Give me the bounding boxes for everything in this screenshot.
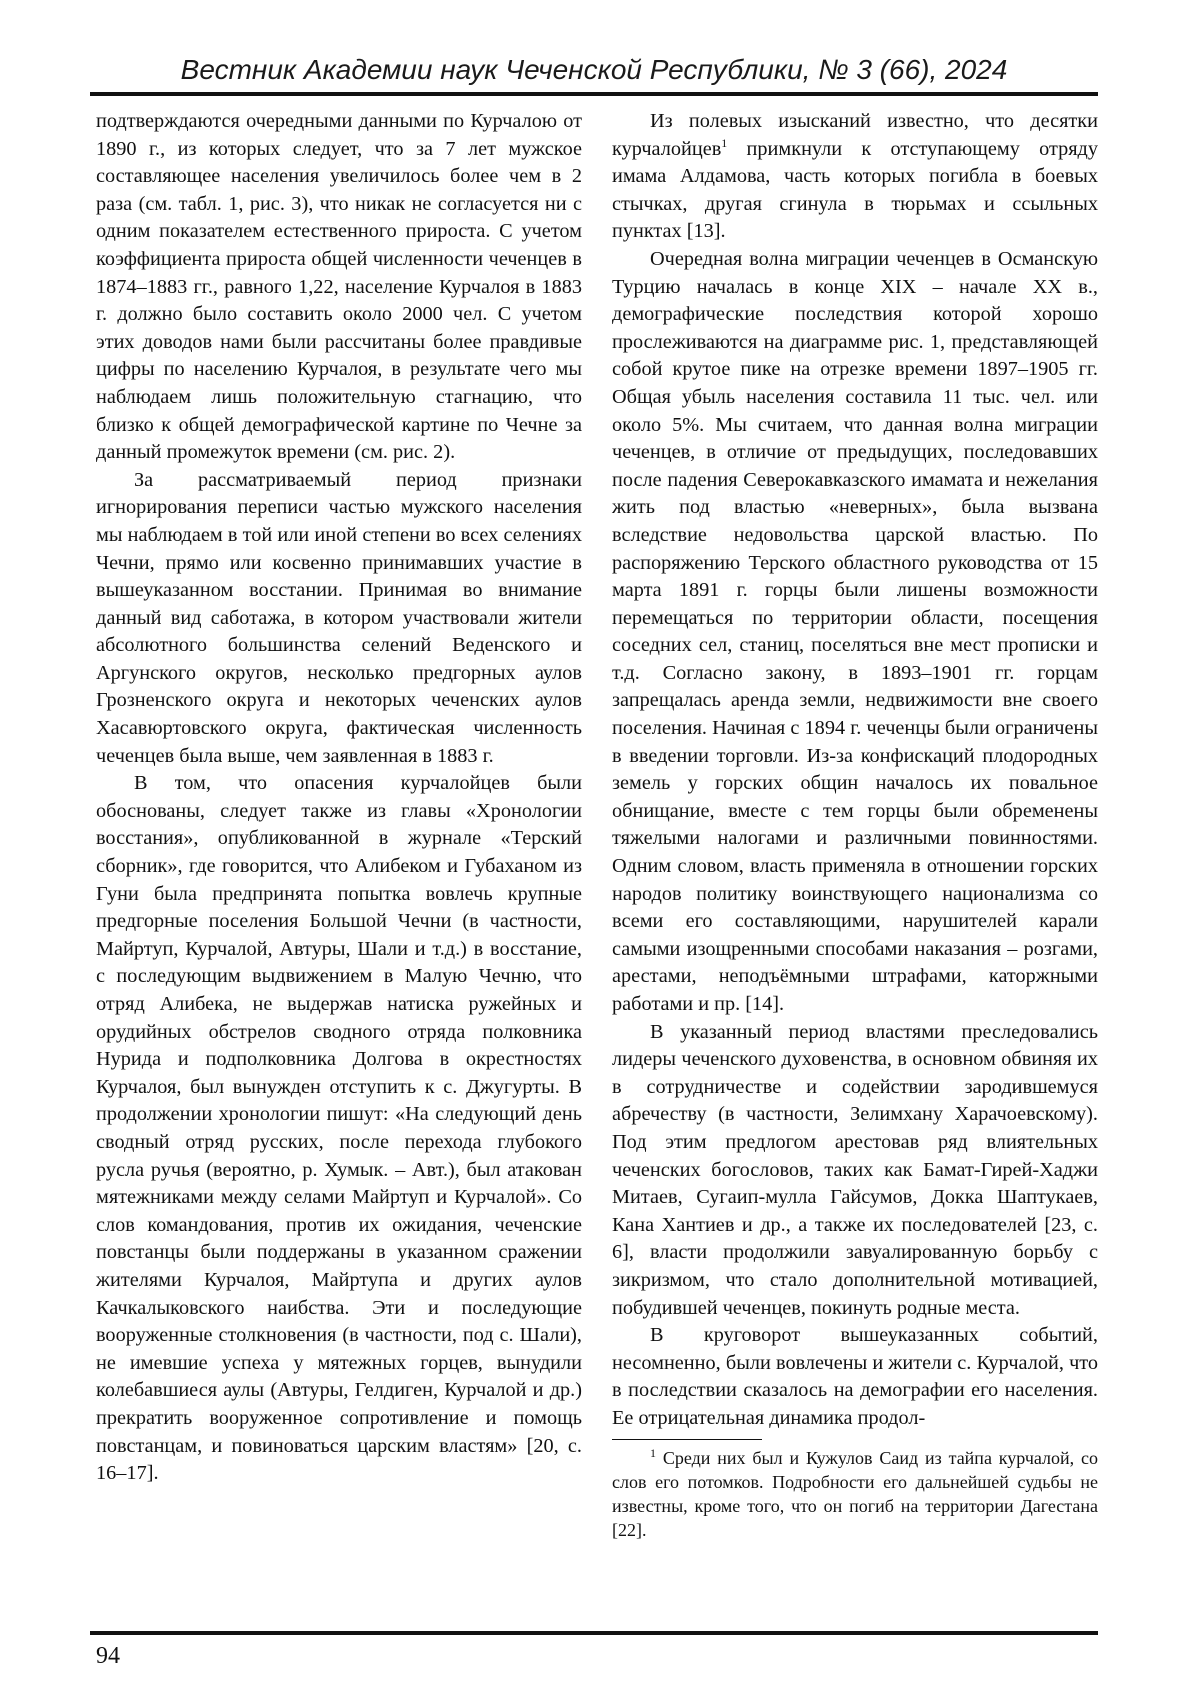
footnote-text: Среди них был и Кужулов Саид из тайпа курчалой, со слов его потомков. Подробности его дальнейшей судьбы не известны, кроме того, что он погиб на территории Дагестана [22]. (612, 1447, 1098, 1540)
page-number: 94 (96, 1643, 120, 1669)
footnote-reference-mark: 1 (721, 135, 728, 150)
right-paragraph-3: В указанный период властями преследовались лидеры чеченского духовенства, в основном обвиняя их в сотрудничестве и содействии зародившемуся абречеству (в частности, Зелимхану Харачоевскому). Под этим предлогом арестовав ряд влиятельных чеченских богословов, таких как Бамат-Гирей-Хаджи Митаев, Сугаип-мулла Гайсумов, Докка Шаптукаев, Кана Хантиев и др., а также их последователей [23, с. 6], власти продолжили завуалированную борьбу с зикризмом, что стало дополнительной мотивацией, побудившей чеченцев, покинуть родные места. (612, 1020, 1098, 1319)
header-rule (90, 92, 1098, 96)
right-text-column (612, 108, 1098, 1542)
footnote-mark: 1 (650, 1445, 656, 1460)
left-paragraph-2: За рассматриваемый период признаки игнорирования переписи частью мужского населения мы наблюдаем в той или иной степени во всех селениях Чечни, прямо или косвенно принимавших участие в вышеуказанном восстании. Принимая во внимание данный вид саботажа, в котором участвовали жители абсолютного большинства селений Веденского и Аргунского округов, несколько предгорных аулов Грозненского округа и некоторых чеченских аулов Хасавюртовского округа, фактическая численность чеченцев была выше, чем заявленная в 1883 г. (96, 468, 582, 767)
right-paragraph-2: Очередная волна миграции чеченцев в Османскую Турцию началась в конце XIX – начале XX в., демографические последствия которой хорошо прослеживаются на диаграмме рис. 1, представляющей собой крутое пике на отрезке времени 1897–1905 гг. Общая убыль населения составила 11 тыс. чел. или около 5%. Мы считаем, что данная волна миграции чеченцев, в отличие от предыдущих, последовавших после падения Северокавказского имамата и нежелания жить под властью «неверных», была вызвана вследствие недовольства царской властью. По распоряжению Терского областного руководства от 15 марта 1891 г. горцы были лишены возможности перемещаться по территории области, посещения соседних сел, станиц, поселяться вне мест прописки и т.д. Согласно закону, в 1893–1901 гг. горцам запрещалась аренда земли, недвижимости вне своего поселения. Начиная с 1894 г. чеченцы были ограничены в введении торговли. Из-за конфискаций плодородных земель у горских общин началось их повальное обнищание, вместе с тем горцы были обременены тяжелыми налогами и различными повинностями. Одним словом, власть применяла в отношении горских народов политику воинствующего национализма со всеми его составляющими, нарушителей карали самыми изощренными способами наказания – розгами, арестами, неподъёмными штрафами, каторжными работами и пр. [14]. (612, 247, 1098, 1015)
right-paragraph-1-text-b: примкнули к отступающему отряду имама Алдамова, часть которых погибла в боевых стычках, другая сгинула в тюрьмах и ссыльных пунктах [13]. (612, 137, 1098, 243)
footnote-separator (612, 1439, 762, 1440)
left-paragraph-1: подтверждаются очередными данными по Курчалою от 1890 г., из которых следует, что за 7 лет мужское составляющее населения увеличилось более чем в 2 раза (см. табл. 1, рис. 3), что никак не согласуется ни с одним показателем естественного прироста. С учетом коэффициента прироста общей численности чеченцев в 1874–1883 гг., равного 1,22, население Курчалоя в 1883 г. должно было составить около 2000 чел. С учетом этих доводов нами были рассчитаны более правдивые цифры по населению Курчалоя, в результате чего мы наблюдаем лишь положительную стагнацию, что близко к общей демографической картине по Чечне за данный промежуток времени (см. рис. 2). (96, 110, 582, 464)
footer-rule (90, 1631, 1098, 1635)
left-paragraph-3: В том, что опасения курчалойцев были обоснованы, следует также из главы «Хронологии восстания», опубликованной в журнале «Терский сборник», где говорится, что Алибеком и Губаханом из Гуни была предпринята попытка вовлечь крупные предгорные поселения Большой Чечни (в частности, Майртуп, Курчалой, Автуры, Шали и т.д.) в восстание, с последующим выдвижением в Малую Чечню, что отряд Алибека, не выдержав натиска ружейных и орудийных обстрелов сводного отряда полковника Нурида и подполковника Долгова в окрестностях Курчалоя, был вынужден отступить к с. Джугурты. В продолжении хронологии пишут: «На следующий день сводный отряд русских, после перехода глубокого русла ручья (вероятно, р. Хумык. – Авт.), был атакован мятежниками между селами Майртуп и Курчалой». Со слов командования, против их ожидания, чеченские повстанцы были поддержаны в указанном сражении жителями Курчалоя, Майртупа и других аулов Качкалыковского наибства. Эти и последующие вооруженные столкновения (в частности, под с. Шали), не имевшие успеха у мятежных горцев, вынудили колебавшиеся аулы (Автуры, Гелдиген, Курчалой и др.) прекратить вооруженное сопротивление и помощь повстанцам, и повиноваться царским властям» [20, с. 16–17]. (96, 772, 582, 1485)
right-paragraph-4: В круговорот вышеуказанных событий, несомненно, были вовлечены и жители с. Курчалой, что в последствии сказалось на демографии его населения. Ее отрицательная динамика продол- (612, 1324, 1098, 1429)
journal-header-title: Вестник Академии наук Чеченской Республики, № 3 (66), 2024 (180, 54, 1008, 85)
footnote (612, 1446, 1098, 1542)
right-paragraph-1 (612, 108, 1098, 246)
left-text-column (96, 108, 582, 1488)
right-paragraph-1-text-a: Из полевых изысканий известно, что десятки курчалойцев (612, 110, 1098, 160)
